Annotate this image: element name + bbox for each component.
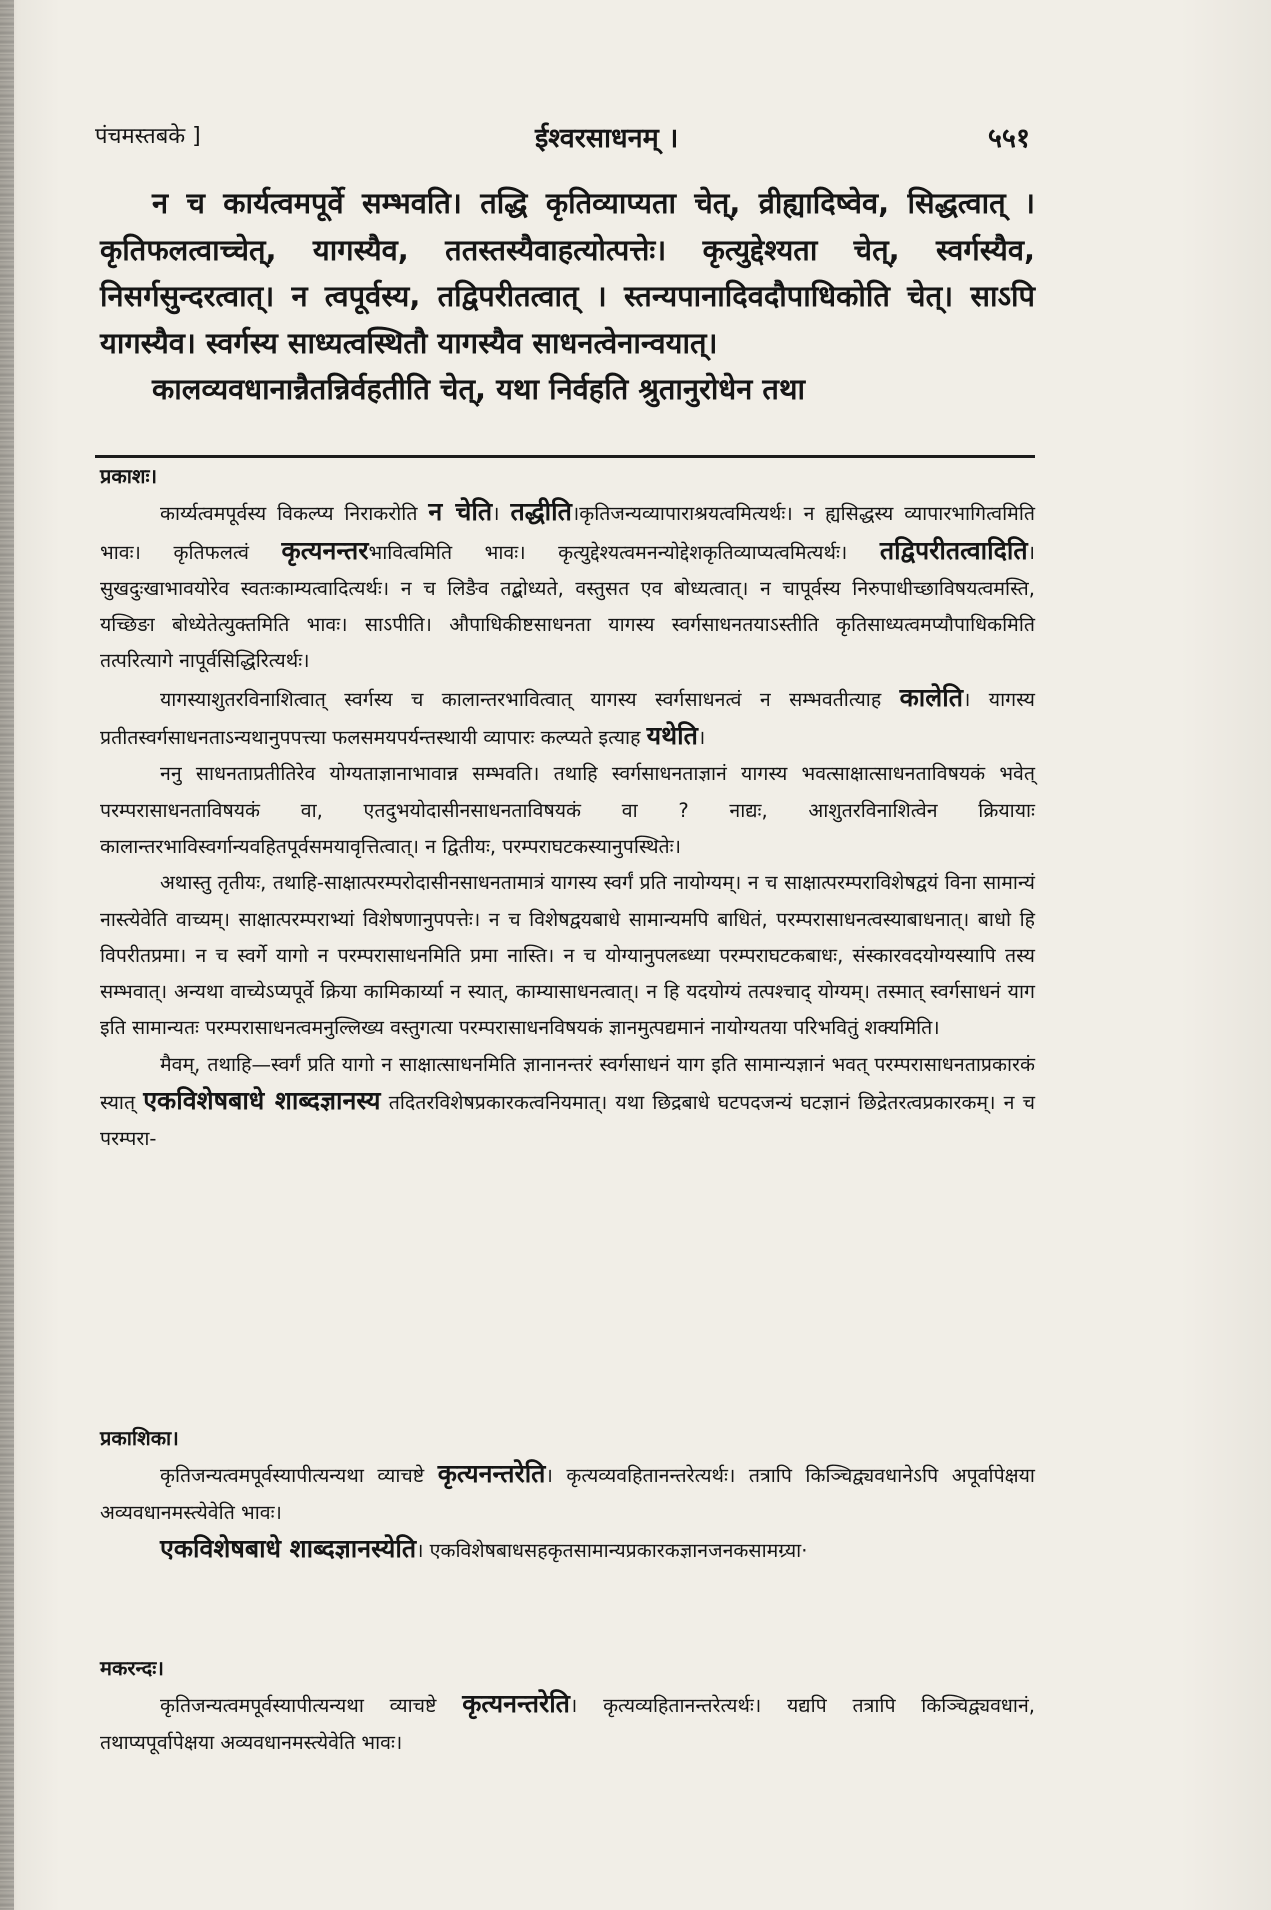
lemma: कृत्यनन्तर bbox=[281, 535, 369, 565]
text-run: । यागस्य प्रतीतस्वर्गसाधनताऽन्यथानुपपत्त्या फलसमयपर्यन्तस्थायी व्यापारः कल्प्यते इत्याह bbox=[100, 687, 1035, 750]
running-head bbox=[95, 118, 1030, 158]
text-run: । एकविशेषबाधसहकृतसामान्यप्रकारकज्ञानजनकसामग्र्या· bbox=[416, 1538, 808, 1562]
prakasha-commentary bbox=[100, 458, 1035, 1158]
lemma: एकविशेषबाधे शाब्दज्ञानस्येति bbox=[160, 1533, 417, 1563]
lemma: तद्विपरीतत्वादिति bbox=[879, 535, 1028, 565]
commentary-paragraph bbox=[100, 1531, 1035, 1569]
text-run: । कृत्यव्यहितानन्तरेत्यर्थः। यद्यपि तत्रापि किञ्चिद्व्यवधानं, तथाप्यपूर्वापेक्षया अव्यवधानमस्त्येवेति भावः। bbox=[100, 1694, 1035, 1754]
lemma: यथेति bbox=[646, 721, 698, 751]
text-run: कार्य्यत्वमपूर्वस्य विकल्प्य निराकरोति bbox=[160, 502, 429, 526]
text-run: ।कृतिजन्यव्यापाराश्रयत्वमित्यर्थः। न ह्यसिद्धस्य व्यापारभागित्वमिति भावः। कृतिफलत्वं bbox=[100, 502, 1036, 564]
commentary-paragraph: अथास्तु तृतीयः, तथाहि-साक्षात्परम्परोदासीनसाधनतामात्रं यागस्य स्वर्गं प्रति नायोग्यम्। न च साक्षात्परम्पराविशेषद्वयं विना सामान्यं नास्त्येवेति वाच्यम्। साक्षात्परम्पराभ्यां विशेषणानुपपत्तेः। न च विशेषद्वयबाधे सामान्यमपि बाधितं, परम्परासाधनत्वस्याबाधनात्। बाधो हि विपरीतप्रमा। न च स्वर्गे यागो न परम्परासाधनमिति प्रमा नास्ति। न च योग्यानुपलब्ध्या परम्पराघटकबाधः, संस्कारवदयोग्यस्यापि तस्य सम्भवात्। अन्यथा वाच्येऽप्यपूर्वे क्रिया कामिकार्य्या न स्यात्, काम्यासाधनत्वात्। न हि यदयोग्यं तत्पश्चाद् योग्यम्। तस्मात् स्वर्गसाधनं याग इति सामान्यतः परम्परासाधनत्वमनुल्लिख्य वस्तुगत्या परम्परासाधनविषयकं ज्ञानमुत्पद्यमानं नायोग्यतया परिभवितुं शक्यमिति। bbox=[100, 871, 1035, 1040]
lemma: कालेति bbox=[899, 682, 963, 712]
text-run: । कृत्यव्यवहितानन्तरेत्यर्थः। तत्रापि किञ्चिद्व्यवधानेऽपि अपूर्वापेक्षया अव्यवधानमस्त्येवेति भावः। bbox=[100, 1464, 1035, 1524]
makaranda-commentary bbox=[100, 1650, 1035, 1761]
book-spine-shadow bbox=[0, 0, 14, 1910]
commentary-paragraph bbox=[100, 1456, 1035, 1531]
text-run: मैवम्, तथाहि—स्वर्गं प्रति यागो न साक्षात्साधनमिति ज्ञानानन्तरं स्वर्गसाधनं याग इति सामान्यज्ञानं भवत् परम्परासाधनताप्रकारकं स्यात् bbox=[100, 1052, 1035, 1115]
lemma: एकविशेषबाधे शाब्दज्ञानस्य bbox=[143, 1086, 381, 1116]
commentary-paragraph bbox=[100, 1047, 1035, 1158]
lemma: न चेति bbox=[428, 497, 493, 527]
commentary-paragraph bbox=[100, 680, 1035, 757]
text-run: यागस्याशुतरविनाशित्वात् स्वर्गस्य च कालान्तरभावित्वात् यागस्य स्वर्गसाधनत्वं न सम्भवतीत्याह bbox=[160, 687, 900, 711]
root-paragraph: कालव्यवधानान्नैतन्निर्वहतीति चेत्, यथा निर्वहति श्रुतानुरोधेन तथा bbox=[152, 372, 805, 406]
commentary-heading: मकरन्दः। bbox=[100, 1656, 164, 1680]
page-number: ५५१ bbox=[987, 123, 1030, 154]
commentary-heading: प्रकाशः। bbox=[100, 464, 158, 488]
text-run: तदितरविशेषप्रकारकत्वनियमात्। यथा छिद्रबाधे घटपदजन्यं घटज्ञानं छिद्रेतरत्वप्रकारकम्। न च परम्परा- bbox=[100, 1091, 1035, 1151]
text-run: कृतिजन्यत्वमपूर्वस्यापीत्यन्यथा व्याचष्टे bbox=[160, 1464, 438, 1488]
commentary-paragraph: ननु साधनताप्रतीतिरेव योग्यताज्ञानाभावान्न सम्भवति। तथाहि स्वर्गसाधनताज्ञानं यागस्य भवत्साक्षात्साधनताविषयकं भवेत् परम्परासाधनताविषयकं वा, एतदुभयोदासीनसाधनताविषयकं वा ? नाद्यः, आशुतरविनाशित्वेन क्रियायाः कालान्तरभाविस्वर्गान्यवहितपूर्वसमयावृत्तित्वात्। न द्वितीयः, परम्पराघटकस्यानुपस्थितेः। bbox=[100, 762, 1035, 858]
commentary-paragraph bbox=[100, 494, 1035, 679]
text-run: । सुखदुःखाभावयोरेव स्वतःकाम्यत्वादित्यर्थः। न च लिङैव तद्बोध्यते, वस्तुसत एव बोध्यत्वात्। न चापूर्वस्य निरुपाधीच्छाविषयत्वमस्ति, यच्छिङा बोध्येतेत्युक्तमिति भावः। साऽपीति। औपाधिकीष्टसाधनता यागस्य स्वर्गसाधनतयाऽस्तीति कृतिसाध्यत्वमप्यौपाधिकमिति तत्परित्यागे नापूर्वसिद्धिरित्यर्थः। bbox=[100, 540, 1035, 673]
section-marker: पंचमस्तबके ] bbox=[95, 124, 201, 149]
commentary-heading: प्रकाशिका। bbox=[100, 1426, 179, 1450]
text-run: कृतिजन्यत्वमपूर्वस्यापीत्यन्यथा व्याचष्टे bbox=[160, 1694, 463, 1718]
commentary-paragraph bbox=[100, 1686, 1035, 1761]
text-run: । bbox=[697, 726, 706, 750]
root-paragraph: न च कार्यत्वमपूर्वे सम्भवति। तद्धि कृतिव्याप्यता चेत्, व्रीह्यादिष्वेव, सिद्धत्वात् । कृतिफलत्वाच्चेत्, यागस्यैव, ततस्तस्यैवाहत्योत्पत्तेः। कृत्युद्देश्यता चेत्, स्वर्गस्यैव, निसर्गसुन्दरत्वात्। न त्वपूर्वस्य, तद्विपरीतत्वात् । स्तन्यपानादिवदौपाधिकोति चेत्। साऽपि यागस्यैव। स्वर्गस्य साध्यत्वस्थितौ यागस्यैव साधनत्वेनान्वयात्। bbox=[100, 186, 1035, 360]
lemma: तद्धीति bbox=[510, 497, 572, 527]
root-text bbox=[100, 180, 1035, 413]
chapter-title: ईश्वरसाधनम् । bbox=[535, 123, 679, 154]
text-run: भावित्वमिति भावः। कृत्युद्देश्यत्वमनन्योद्देशकृतिव्याप्यत्वमित्यर्थः। bbox=[368, 540, 880, 564]
text-run: । bbox=[492, 502, 511, 526]
lemma: कृत्यनन्तरेति bbox=[462, 1689, 570, 1719]
prakashika-commentary bbox=[100, 1420, 1035, 1569]
lemma: कृत्यनन्तरेति bbox=[437, 1459, 546, 1489]
